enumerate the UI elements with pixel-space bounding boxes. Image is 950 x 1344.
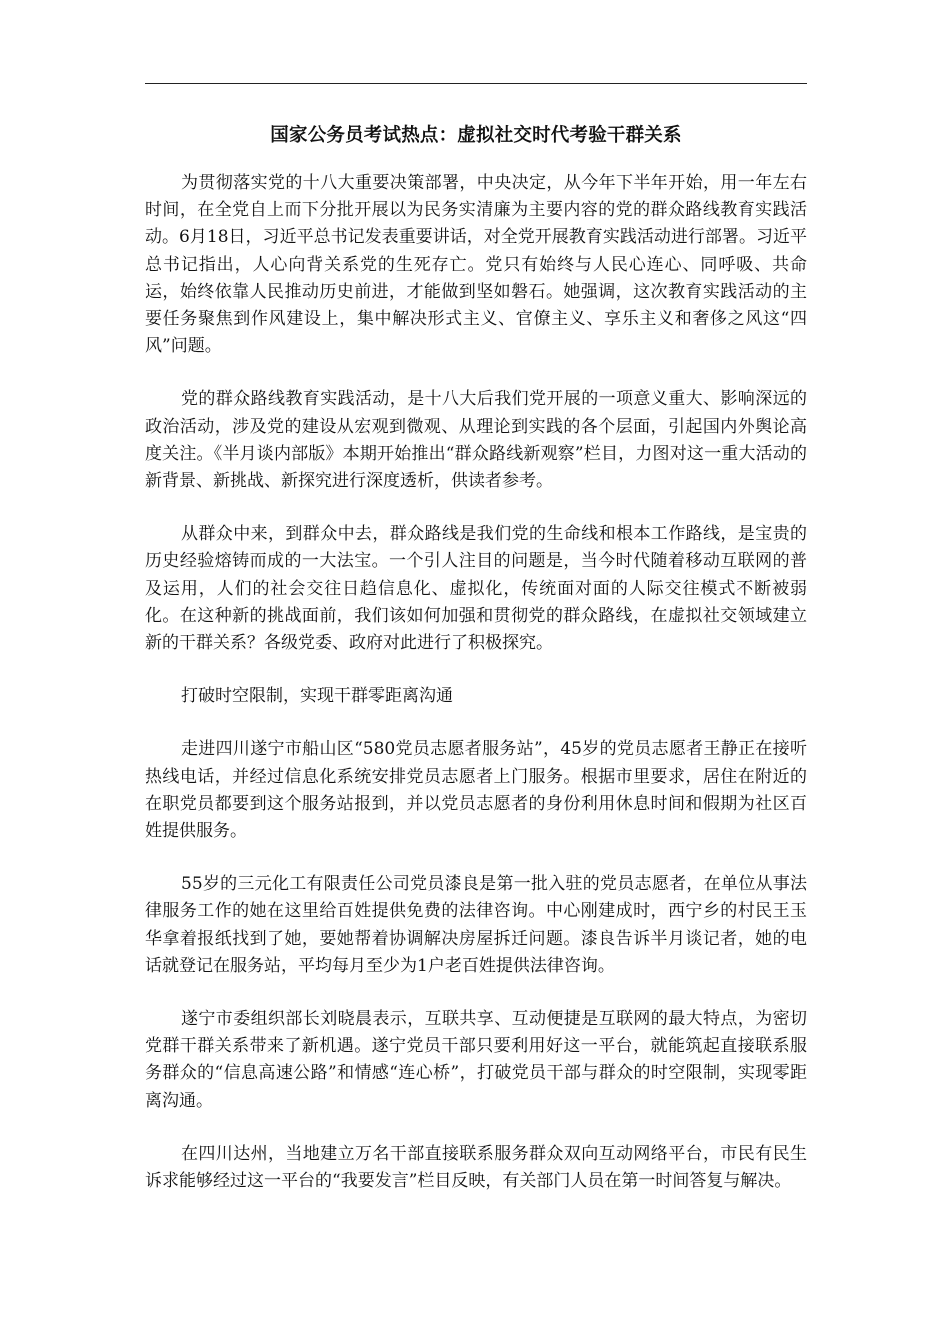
paragraph-6: 遂宁市委组织部长刘晓晨表示，互联共享、互动便捷是互联网的最大特点，为密切党群干群关系带来了新机遇。遂宁党员干部只要利用好这一平台，就能筑起直接联系服务群众的“信息高速公路”和情感“连心桥”，打破党员干部与群众的时空限制，实现零距离沟通。: [145, 1009, 807, 1111]
paragraph-2: 党的群众路线教育实践活动，是十八大后我们党开展的一项意义重大、影响深远的政治活动，涉及党的建设从宏观到微观、从理论到实践的各个层面，引起国内外舆论高度关注。《半月谈内部版》本期开始推出“群众路线新观察”栏目，力图对这一重大活动的新背景、新挑战、新探究进行深度透析，供读者参考。: [145, 389, 807, 492]
paragraph-1: 为贯彻落实党的十八大重要决策部署，中央决定，从今年下半年开始，用一年左右时间，在全党自上而下分批开展以为民务实清廉为主要内容的党的群众路线教育实践活动。6月18日，习近平总书记发表重要讲话，对全党开展教育实践活动进行部署。习近平总书记指出，人心向背关系党的生死存亡。党只有始终与人民心连心、同呼吸、共命运，始终依靠人民推动历史前进，才能做到坚如磐石。她强调，这次教育实践活动的主要任务聚焦到作风建设上，集中解决形式主义、官僚主义、享乐主义和奢侈之风这“四风”问题。: [145, 173, 807, 357]
paragraph-5: 55岁的三元化工有限责任公司党员漆良是第一批入驻的党员志愿者，在单位从事法律服务工作的她在这里给百姓提供免费的法律咨询。中心刚建成时，西宁乡的村民王玉华拿着报纸找到了她，要她帮着协调解决房屋拆迁问题。漆良告诉半月谈记者，她的电话就登记在服务站，平均每月至少为1户老百姓提供法律咨询。: [145, 874, 807, 976]
section-heading: 打破时空限制，实现干群零距离沟通: [181, 686, 453, 707]
paragraph-4: 走进四川遂宁市船山区“580党员志愿者服务站”，45岁的党员志愿者王静正在接听热线电话，并经过信息化系统安排党员志愿者上门服务。根据市里要求，居住在附近的在职党员都要到这个服务站报到，并以党员志愿者的身份利用休息时间和假期为社区百姓提供服务。: [145, 739, 807, 842]
paragraph-3: 从群众中来，到群众中去，群众路线是我们党的生命线和根本工作路线，是宝贵的历史经验熔铸而成的一大法宝。一个引人注目的问题是，当今时代随着移动互联网的普及运用，人们的社会交往日趋信息化、虚拟化，传统面对面的人际交往模式不断被弱化。在这种新的挑战面前，我们该如何加强和贯彻党的群众路线，在虚拟社交领域建立新的干群关系？各级党委、政府对此进行了积极探究。: [145, 524, 807, 654]
header-rule: [145, 83, 807, 84]
paragraph-7: 在四川达州，当地建立万名干部直接联系服务群众双向互动网络平台，市民有民生诉求能够经过这一平台的“我要发言”栏目反映，有关部门人员在第一时间答复与解决。: [145, 1143, 807, 1192]
document-body: [145, 170, 807, 1221]
document-title: 国家公务员考试热点：虚拟社交时代考验干群关系: [270, 125, 682, 146]
